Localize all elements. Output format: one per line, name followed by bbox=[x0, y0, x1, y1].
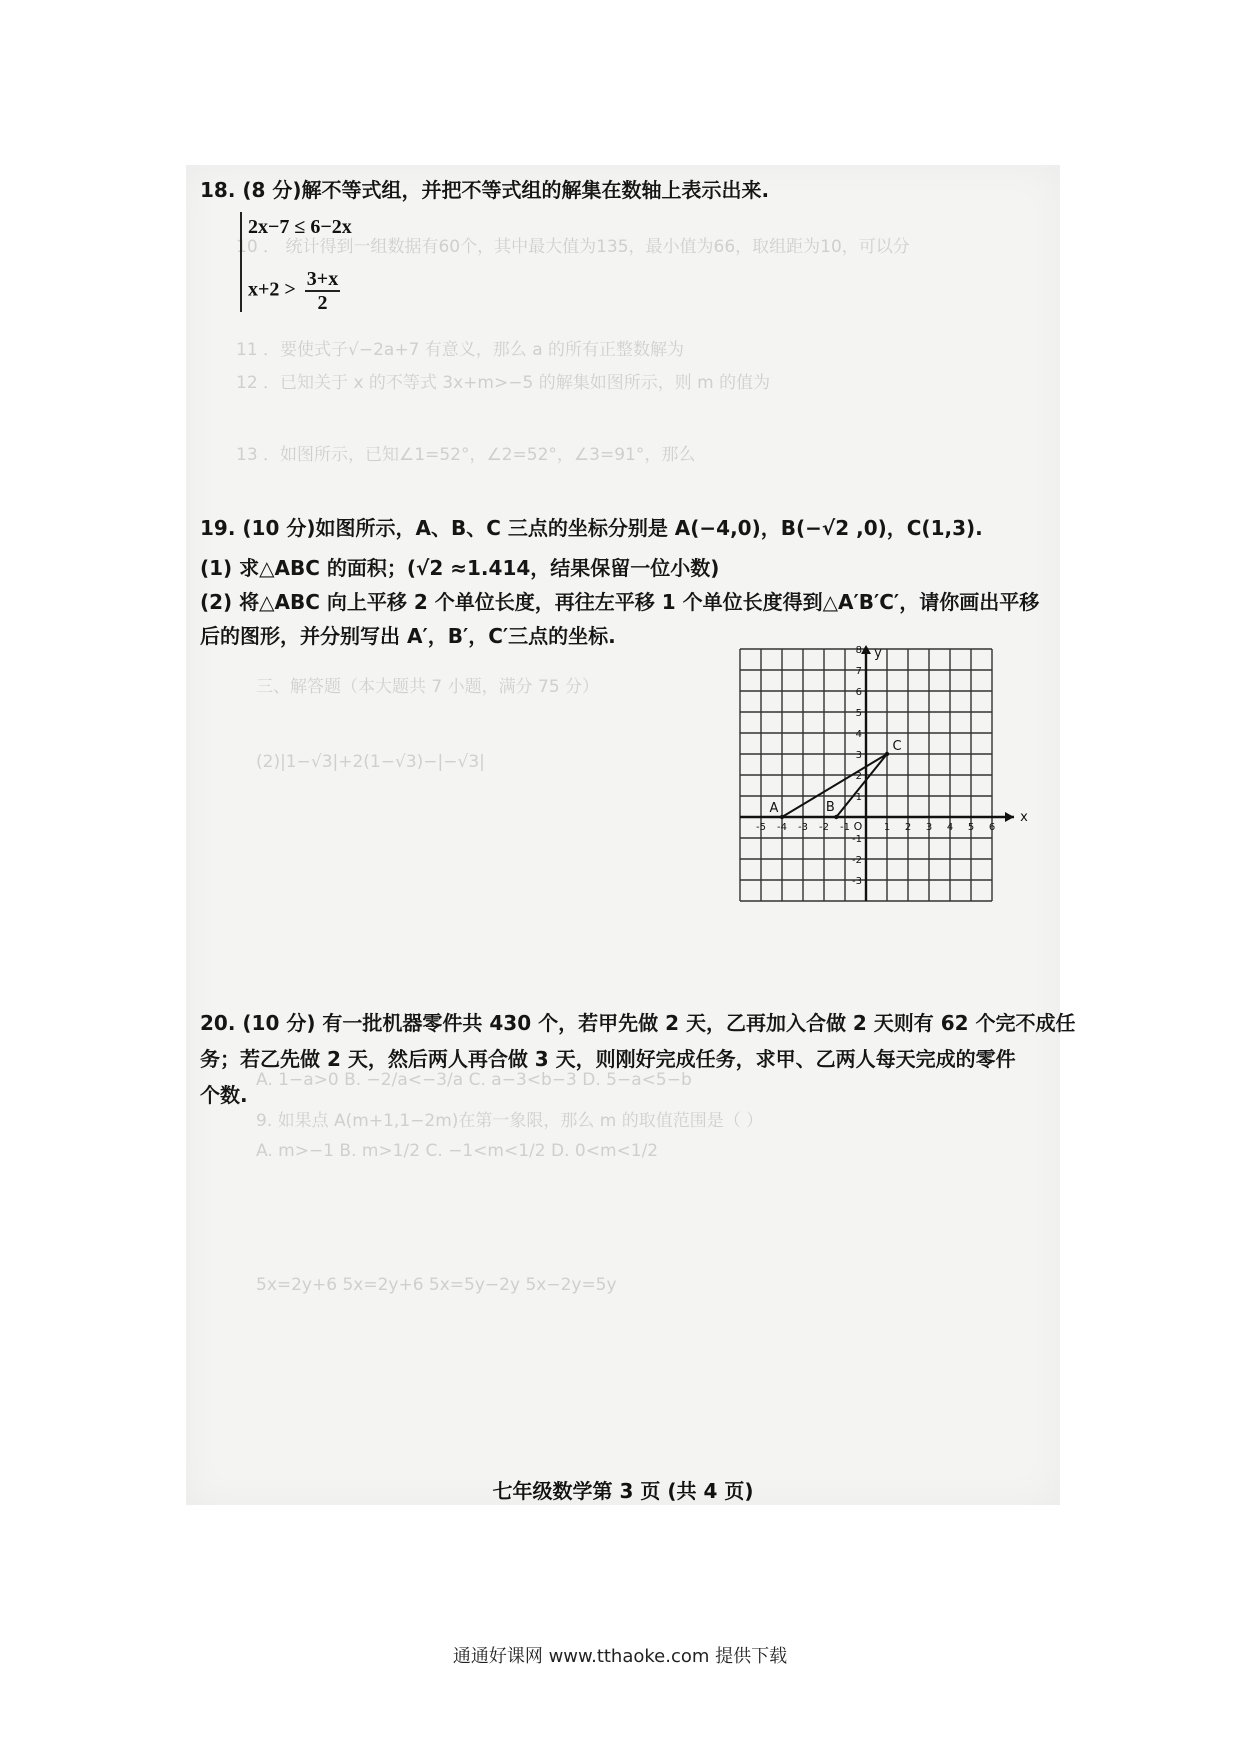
inequality-system bbox=[240, 212, 352, 314]
question-19-line-1: 19. (10 分)如图所示，A、B、C 三点的坐标分别是 A(−4,0)，B(−√2 ,0)，C(1,3). bbox=[200, 516, 983, 540]
y-tick-label: 6 bbox=[855, 687, 862, 698]
download-credit: 通通好课网 www.tthaoke.com 提供下载 bbox=[452, 1646, 788, 1667]
point-b bbox=[834, 815, 838, 819]
y-tick-label: -2 bbox=[852, 855, 862, 866]
x-tick-label: 3 bbox=[925, 822, 933, 833]
point-label-a: A bbox=[769, 801, 779, 816]
y-tick-label: -3 bbox=[852, 876, 862, 887]
point-label-c: C bbox=[892, 739, 902, 754]
inequality-1: 2x−7 ≤ 6−2x bbox=[248, 216, 352, 238]
y-tick-label: 2 bbox=[855, 771, 862, 782]
y-tick-label: 7 bbox=[855, 666, 862, 677]
x-tick-label: 5 bbox=[967, 822, 975, 833]
y-tick-label: 4 bbox=[855, 729, 862, 740]
origin-label: O bbox=[853, 820, 863, 833]
question-19-line-3: (2) 将△ABC 向上平移 2 个单位长度，再往左平移 1 个单位长度得到△A′B′C′，请你画出平移 bbox=[200, 590, 1040, 614]
y-tick-label: -1 bbox=[852, 834, 862, 845]
y-tick-label: 5 bbox=[855, 708, 862, 719]
y-tick-label: 8 bbox=[855, 645, 862, 656]
x-tick-label: -2 bbox=[819, 822, 829, 833]
bleed-through-text: A. m>−1 B. m>1/2 C. −1<m<1/2 D. 0<m<1/2 bbox=[256, 1141, 659, 1161]
bleed-through-text: A. 1−a>0 B. −2/a<−3/a C. a−3<b−3 D. 5−a<5−b bbox=[256, 1070, 692, 1090]
x-tick-label: 6 bbox=[988, 822, 996, 833]
x-tick-label: -3 bbox=[798, 822, 808, 833]
question-18-text: 18. (8 分)解不等式组，并把不等式组的解集在数轴上表示出来. bbox=[200, 178, 770, 202]
question-20-line-2: 务；若乙先做 2 天，然后两人再合做 3 天，则刚好完成任务，求甲、乙两人每天完成的零件 bbox=[200, 1047, 1016, 1071]
bleed-through-text: 10 ． 统计得到一组数据有60个，其中最大值为135，最小值为66，取组距为10，可以分 bbox=[236, 237, 910, 257]
x-axis-label: x bbox=[1020, 810, 1028, 825]
x-tick-label: -4 bbox=[777, 822, 787, 833]
x-tick-label: -1 bbox=[840, 822, 850, 833]
x-tick-label: 2 bbox=[904, 822, 912, 833]
x-tick-label: -5 bbox=[756, 822, 766, 833]
fraction-numerator: 3+x bbox=[306, 268, 339, 290]
bleed-through-text: 5x=2y+6 5x=2y+6 5x=5y−2y 5x−2y=5y bbox=[256, 1275, 617, 1295]
bleed-through-text: (2)|1−√3|+2(1−√3)−|−√3| bbox=[256, 752, 485, 772]
point-label-b: B bbox=[825, 800, 835, 815]
inequality-2-left: x+2 > bbox=[248, 278, 296, 301]
inequality-2 bbox=[248, 268, 340, 314]
question-20-line-1: 20. (10 分) 有一批机器零件共 430 个，若甲先做 2 天，乙再加入合做 2 天则有 62 个完不成任 bbox=[200, 1011, 1076, 1035]
fraction-denominator: 2 bbox=[317, 292, 328, 314]
y-tick-label: 3 bbox=[855, 750, 862, 761]
coordinate-grid-figure bbox=[736, 645, 1076, 920]
bleed-through-text: 9. 如果点 A(m+1,1−2m)在第一象限，那么 m 的取值范围是（ ） bbox=[256, 1111, 764, 1131]
question-19-line-2: (1) 求△ABC 的面积；(√2 ≈1.414，结果保留一位小数) bbox=[200, 556, 720, 580]
coordinate-grid bbox=[736, 645, 1076, 920]
y-axis-label: y bbox=[874, 646, 882, 661]
page-footer: 七年级数学第 3 页 (共 4 页) bbox=[492, 1479, 754, 1503]
x-axis-arrow bbox=[1005, 812, 1014, 822]
bleed-through-text: 11 ．要使式子√−2a+7 有意义，那么 a 的所有正整数解为 bbox=[236, 340, 685, 360]
x-tick-label: 1 bbox=[883, 822, 891, 833]
question-19-line-4: 后的图形，并分别写出 A′，B′，C′三点的坐标. bbox=[200, 624, 616, 648]
bleed-through-text: 12 ．已知关于 x 的不等式 3x+m>−5 的解集如图所示，则 m 的值为 bbox=[236, 373, 771, 393]
fraction bbox=[305, 268, 340, 314]
question-20-line-3: 个数. bbox=[200, 1083, 248, 1107]
point-a bbox=[780, 815, 784, 819]
y-tick-label: 1 bbox=[855, 792, 862, 803]
bleed-through-text: 三、解答题（本大题共 7 小题，满分 75 分） bbox=[256, 677, 600, 697]
bleed-through-text: 13 ．如图所示，已知∠1=52°，∠2=52°，∠3=91°，那么 bbox=[236, 445, 696, 465]
point-c bbox=[885, 752, 889, 756]
x-tick-label: 4 bbox=[946, 822, 954, 833]
